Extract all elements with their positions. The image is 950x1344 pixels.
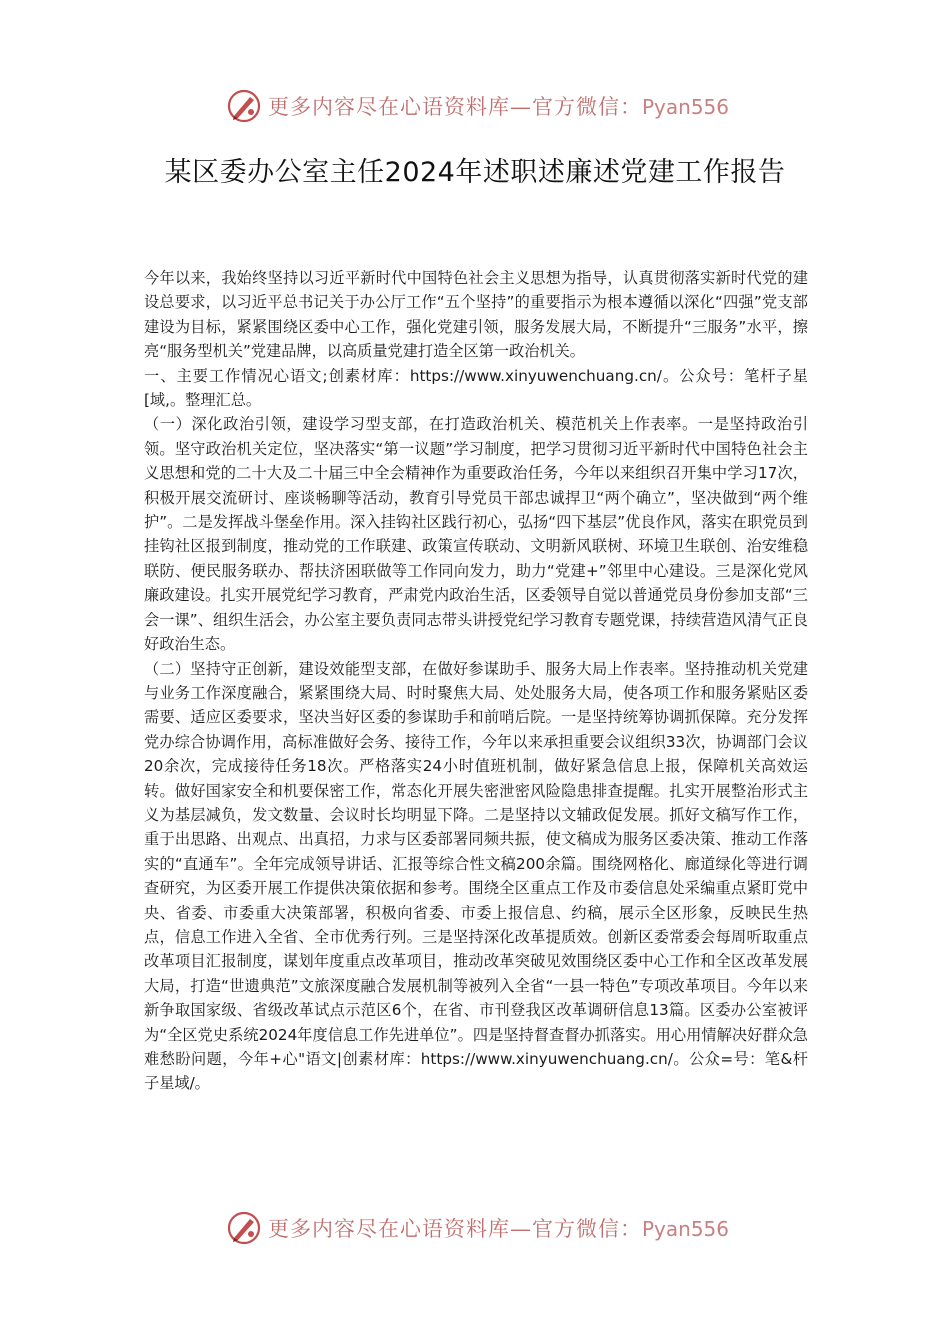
- paragraph-item-2: （二）坚持守正创新，建设效能型支部，在做好参谋助手、服务大局上作表率。坚持推动机关党建与业务工作深度融合，紧紧围绕大局、时时聚焦大局、处处服务大局，使各项工作和服务紧贴区委需要、适应区委要求，坚决当好区委的参谋助手和前哨后院。一是坚持统筹协调抓保障。充分发挥党办综合协调作用，高标准做好会务、接待工作，今年以来承担重要会议组织33次，协调部门会议20余次，完成接待任务18次。严格落实24小时值班机制，做好紧急信息上报，保障机关高效运转。做好国家安全和机要保密工作，常态化开展失密泄密风险隐患排查提醒。扎实开展整治形式主义为基层减负，发文数量、会议时长均明显下降。二是坚持以文辅政促发展。抓好文稿写作工作，重于出思路、出观点、出真招，力求与区委部署同频共振，使文稿成为服务区委决策、推动工作落实的“直通车”。全年完成领导讲话、汇报等综合性文稿200余篇。围绕网格化、廊道绿化等进行调查研究，为区委开展工作提供决策依据和参考。围绕全区重点工作及市委信息处采编重点紧盯党中央、省委、市委重大决策部署，积极向省委、市委上报信息、约稿，展示全区形象，反映民生热点，信息工作进入全省、全市优秀行列。三是坚持深化改革提质效。创新区委常委会每周听取重点改革项目汇报制度，谋划年度重点改革项目，推动改革突破见效围绕区委中心工作和全区改革发展大局，打造“世遗典范”文旅深度融合发展机制等被列入全省“一县一特色”专项改革项目。今年以来新争取国家级、省级改革试点示范区6个，在省、市刊登我区改革调研信息13篇。区委办公室被评为“全区党史系统2024年度信息工作先进单位”。四是坚持督查督办抓落实。用心用情解决好群众急难愁盼问题，今年+心"语文|创素材库：https://www.xinyuwenchuang.cn/。公众=号：笔&杆子星域/。: [144, 659, 808, 1093]
- banner-site-text: 更多内容尽在心语资料库: [268, 1217, 510, 1241]
- paragraph-section-heading: 一、主要工作情况心语文;创素材库：https://www.xinyuwenchuang.cn/。公众号：笔杆子星[域,。整理汇总。: [144, 366, 808, 410]
- banner-dash: —: [510, 95, 532, 119]
- banner-account: Pyan556: [642, 1217, 730, 1241]
- banner-official-label: 官方微信：: [532, 95, 642, 119]
- paragraph-intro: 今年以来，我始终坚持以习近平新时代中国特色社会主义思想为指导，认真贯彻落实新时代党的建设总要求，以习近平总书记关于办公厅工作“五个坚持”的重要指示为根本遵循以深化“四强”党支部建设为目标，紧紧围绕区委中心工作，强化党建引领，服务发展大局，不断提升“三服务”水平，擦亮“服务型机关”党建品牌，以高质量党建打造全区第一政治机关。: [144, 269, 808, 361]
- banner-account: Pyan556: [642, 95, 730, 119]
- footer-banner: [0, 1206, 950, 1250]
- banner-site-text: 更多内容尽在心语资料库: [268, 95, 510, 119]
- paragraph-item-1: （一）深化政治引领，建设学习型支部，在打造政治机关、模范机关上作表率。一是坚持政治引领。坚守政治机关定位，坚决落实“第一议题”学习制度，把学习贯彻习近平新时代中国特色社会主义思想和党的二十大及二十届三中全会精神作为重要政治任务，今年以来组织召开集中学习17次，积极开展交流研讨、座谈畅聊等活动，教育引导党员干部忠诚捍卫“两个确立”，坚决做到“两个维护”。二是发挥战斗堡垒作用。深入挂钩社区践行初心，弘扬“四下基层”优良作风，落实在职党员到挂钩社区报到制度，推动党的工作联建、政策宣传联动、文明新风联树、环境卫生联创、治安维稳联防、便民服务联办、帮扶济困联做等工作同向发力，助力“党建+”邻里中心建设。三是深化党风廉政建设。扎实开展党纪学习教育，严肃党内政治生活，区委领导自觉以普通党员身份参加支部“三会一课”、组织生活会，办公室主要负责同志带头讲授党纪学习教育专题党课，持续营造风清气正良好政治生态。: [144, 415, 808, 654]
- pen-logo-icon: [226, 88, 262, 124]
- document-title: 某区委办公室主任2024年述职述廉述党建工作报告: [164, 157, 786, 188]
- pen-logo-icon: [226, 1210, 262, 1246]
- document-body: [144, 266, 808, 1096]
- banner-official-label: 官方微信：: [532, 1217, 642, 1241]
- banner-dash: —: [510, 1217, 532, 1241]
- header-banner: [0, 84, 950, 128]
